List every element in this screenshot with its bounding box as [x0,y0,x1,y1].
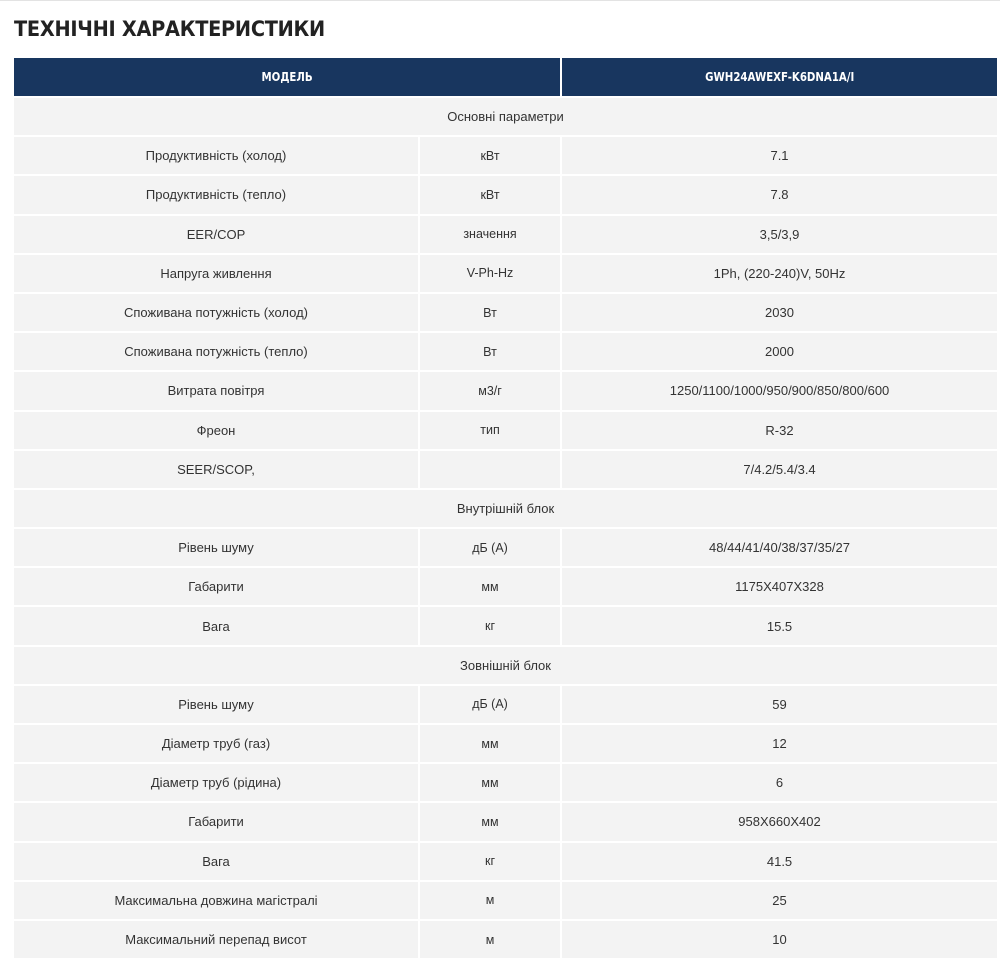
unit-cell: дБ (А) [419,685,561,724]
param-cell: Витрата повітря [14,371,419,410]
unit-cell: мм [419,567,561,606]
unit-cell: тип [419,411,561,450]
param-cell: Вага [14,606,419,645]
param-cell: Фреон [14,411,419,450]
param-cell: Рівень шуму [14,685,419,724]
value-cell: 25 [561,881,997,920]
unit-cell: мм [419,802,561,841]
unit-cell: м [419,920,561,958]
table-row [14,528,997,567]
table-row [14,920,997,958]
section-row [14,489,997,528]
table-row [14,724,997,763]
section-row [14,646,997,685]
unit-cell: кВт [419,175,561,214]
section-heading: Зовнішній блок [14,646,997,685]
unit-cell: м [419,881,561,920]
unit-cell: кг [419,842,561,881]
param-cell: Габарити [14,567,419,606]
table-row [14,567,997,606]
value-cell: 7.8 [561,175,997,214]
header-model-name: GWH24AWEXF-K6DNA1A/I [561,58,997,97]
header-model-label: МОДЕЛЬ [14,58,561,97]
value-cell: 1Ph, (220-240)V, 50Hz [561,254,997,293]
value-cell: 7/4.2/5.4/3.4 [561,450,997,489]
unit-cell: дБ (А) [419,528,561,567]
value-cell: 1175X407X328 [561,567,997,606]
param-cell: Габарити [14,802,419,841]
param-cell: SEER/SCOP, [14,450,419,489]
value-cell: 2000 [561,332,997,371]
value-cell: 10 [561,920,997,958]
param-cell: Продуктивність (тепло) [14,175,419,214]
table-header-row [14,58,997,97]
table-row [14,175,997,214]
value-cell: 2030 [561,293,997,332]
value-cell: 59 [561,685,997,724]
unit-cell: мм [419,724,561,763]
param-cell: Продуктивність (холод) [14,136,419,175]
unit-cell: V-Ph-Hz [419,254,561,293]
unit-cell: кВт [419,136,561,175]
table-row [14,136,997,175]
table-row [14,881,997,920]
unit-cell: Вт [419,293,561,332]
specs-table [14,58,997,958]
value-cell: 41.5 [561,842,997,881]
table-row [14,332,997,371]
value-cell: 1250/1100/1000/950/900/850/800/600 [561,371,997,410]
section-row [14,97,997,136]
param-cell: Рівень шуму [14,528,419,567]
value-cell: R-32 [561,411,997,450]
table-row [14,450,997,489]
value-cell: 958X660X402 [561,802,997,841]
value-cell: 6 [561,763,997,802]
value-cell: 15.5 [561,606,997,645]
table-row [14,802,997,841]
table-row [14,411,997,450]
unit-cell: мм [419,763,561,802]
unit-cell: Вт [419,332,561,371]
unit-cell [419,450,561,489]
table-row [14,293,997,332]
value-cell: 3,5/3,9 [561,215,997,254]
table-row [14,763,997,802]
param-cell: Напруга живлення [14,254,419,293]
specs-body [14,97,997,958]
unit-cell: значення [419,215,561,254]
unit-cell: кг [419,606,561,645]
param-cell: Максимальний перепад висот [14,920,419,958]
page-title: ТЕХНІЧНІ ХАРАКТЕРИСТИКИ [14,17,325,41]
section-heading: Основні параметри [14,97,997,136]
param-cell: Діаметр труб (газ) [14,724,419,763]
unit-cell: м3/г [419,371,561,410]
param-cell: Споживана потужність (холод) [14,293,419,332]
value-cell: 7.1 [561,136,997,175]
table-row [14,254,997,293]
table-row [14,606,997,645]
param-cell: Діаметр труб (рідина) [14,763,419,802]
value-cell: 48/44/41/40/38/37/35/27 [561,528,997,567]
table-row [14,371,997,410]
value-cell: 12 [561,724,997,763]
table-row [14,842,997,881]
table-row [14,685,997,724]
table-row [14,215,997,254]
section-heading: Внутрішній блок [14,489,997,528]
param-cell: EER/COP [14,215,419,254]
param-cell: Вага [14,842,419,881]
top-divider [0,0,1000,1]
param-cell: Максимальна довжина магістралі [14,881,419,920]
param-cell: Споживана потужність (тепло) [14,332,419,371]
